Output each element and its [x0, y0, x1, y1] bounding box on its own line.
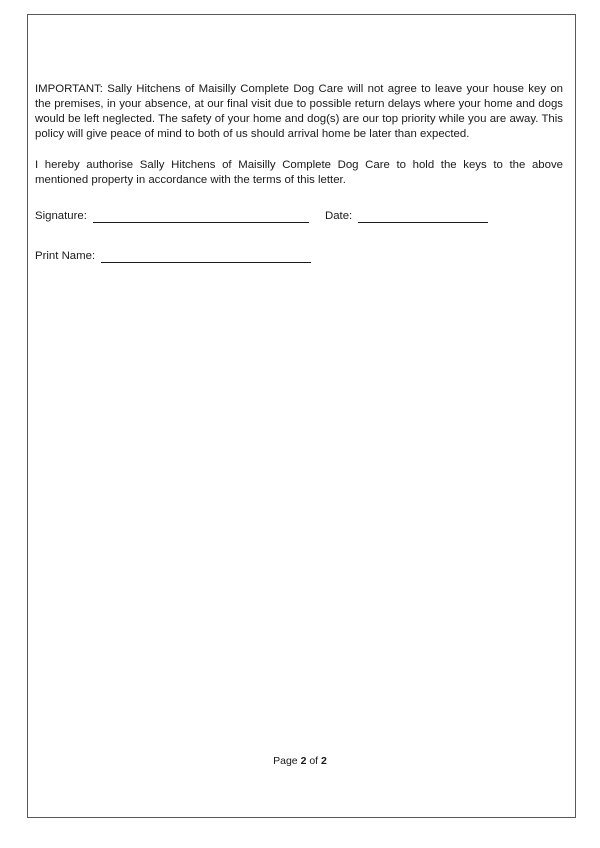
of-word: of: [309, 755, 319, 767]
date-label: Date:: [325, 210, 353, 222]
date-row: [325, 209, 488, 223]
authorisation-statement: I hereby authorise Sally Hitchens of Maisilly Complete Dog Care to hold the keys to the above mentioned property in accordance with the terms of this letter.: [35, 159, 563, 186]
signature-row: [35, 209, 309, 223]
date-line: [358, 210, 488, 223]
letter-body: [35, 82, 563, 188]
print-name-row: [35, 249, 311, 263]
important-notice: IMPORTANT: Sally Hitchens of Maisilly Complete Dog Care will not agree to leave your house key on the premises, in your absence, at our final visit due to possible return delays where your home and dogs would be left neglected. The safety of your home and dog(s) are our top priority while you are away. This policy will give peace of mind to both of us should arrival home be later than expected.: [35, 83, 563, 140]
print-name-line: [101, 250, 311, 263]
print-name-label: Print Name:: [35, 250, 96, 262]
signature-label: Signature:: [35, 210, 87, 222]
page-word: Page: [273, 755, 298, 767]
current-page: 2: [300, 755, 307, 767]
page-number: [0, 754, 600, 768]
total-pages: 2: [321, 755, 327, 767]
signature-line: [93, 210, 309, 223]
